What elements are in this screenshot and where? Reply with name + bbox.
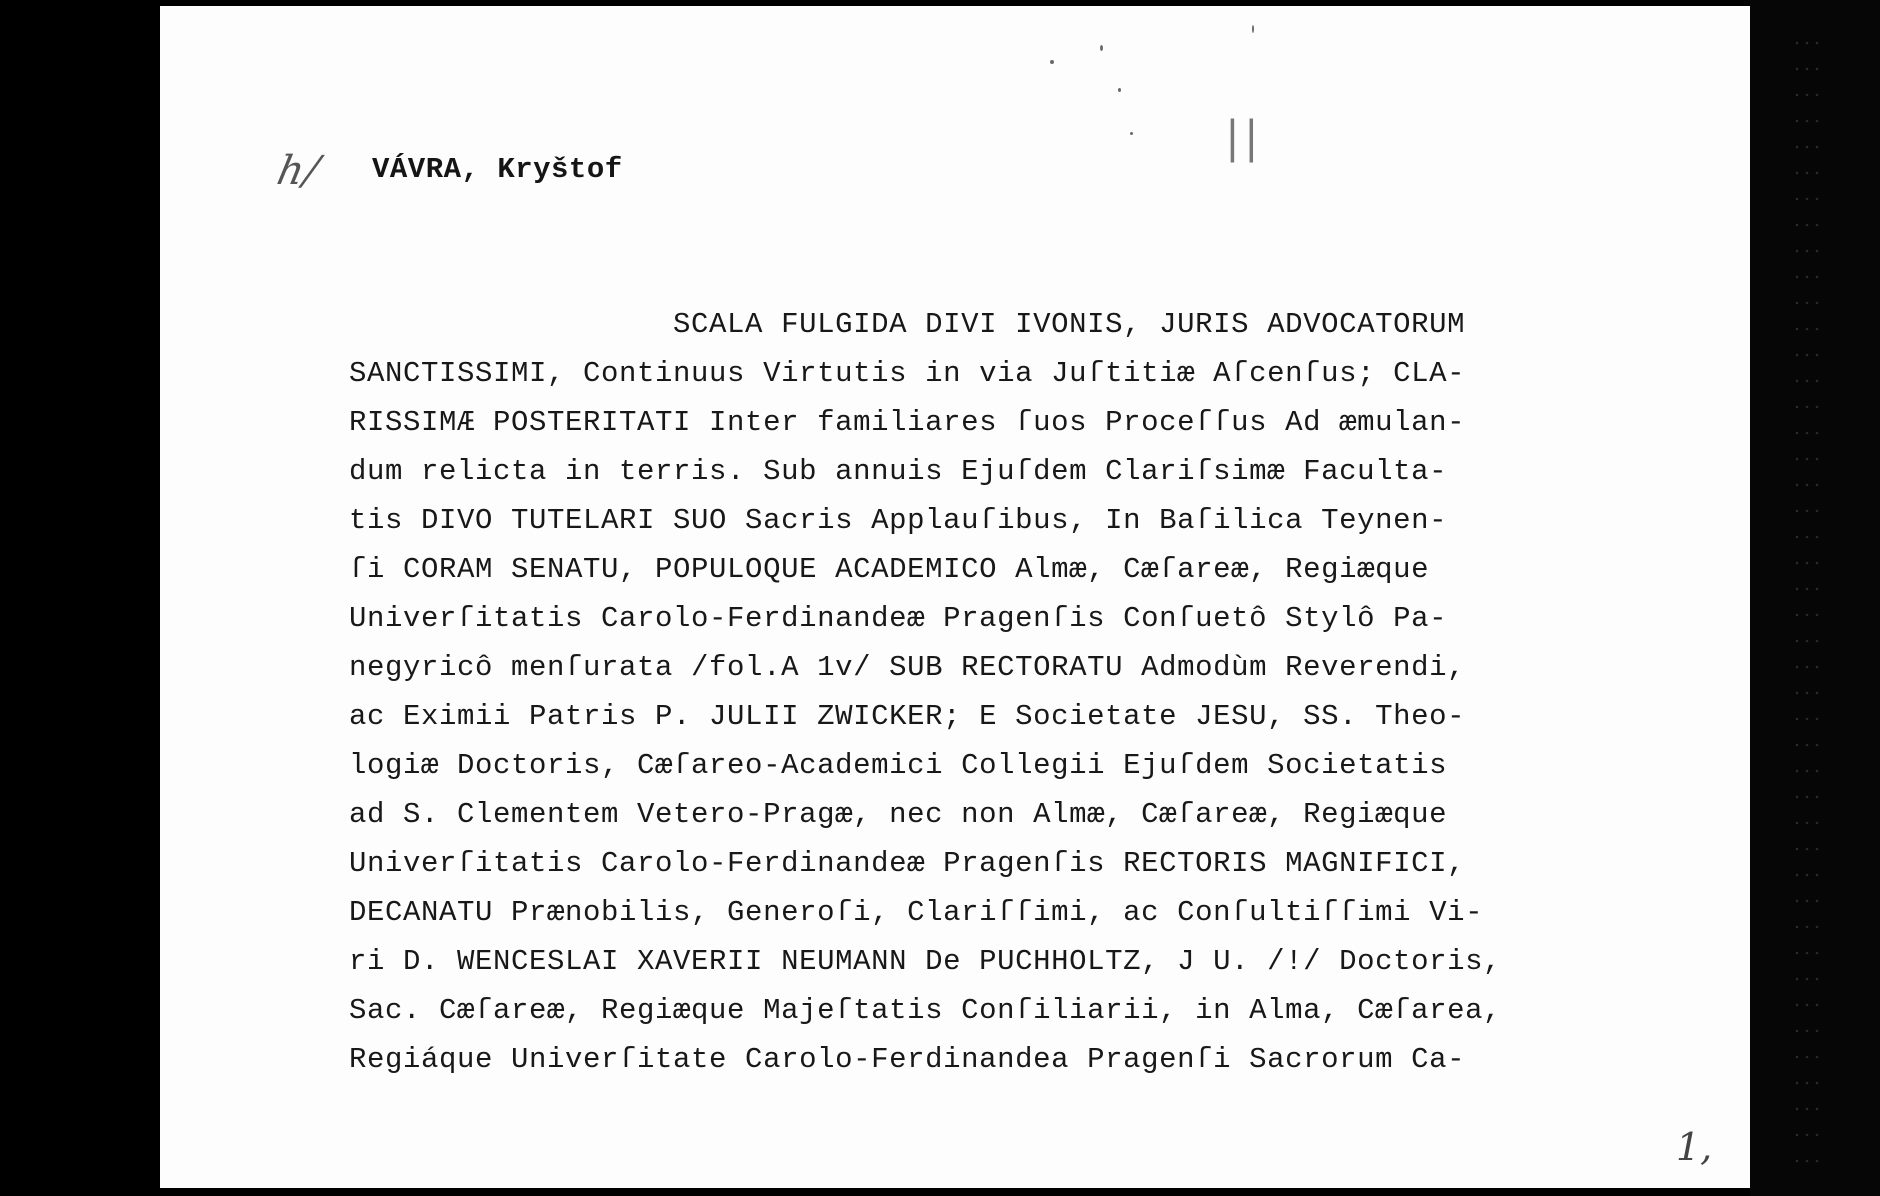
scan-speck: [1118, 88, 1121, 92]
text-line: ſi CORAM SENATU, POPULOQUE ACADEMICO Almæ, Cæſareæ, Regiæque: [349, 553, 1430, 586]
text-line: SCALA FULGIDA DIVI IVONIS, JURIS ADVOCATORUM: [349, 308, 1466, 341]
page-number: 1,: [1676, 1125, 1713, 1169]
film-perforation: [1792, 30, 1822, 1180]
scan-speck: [1050, 60, 1054, 64]
scan-speck: [1100, 45, 1103, 51]
text-line: Sac. Cæſareæ, Regiæque Majeſtatis Conſiliarii, in Alma, Cæſarea,: [349, 994, 1502, 1027]
text-line: negyricô menſurata /fol.A 1v/ SUB RECTORATU Admodùm Reverendi,: [349, 651, 1466, 684]
text-line: ad S. Clementem Vetero-Pragæ, nec non Almæ, Cæſareæ, Regiæque: [349, 798, 1448, 831]
text-line: RISSIMÆ POSTERITATI Inter familiares ſuos Proceſſus Ad æmulan-: [349, 406, 1466, 439]
text-line: DECANATU Prænobilis, Generoſi, Clariſſimi, ac Conſultiſſimi Vi-: [349, 896, 1484, 929]
text-line: ac Eximii Patris P. JULII ZWICKER; E Societate JESU, SS. Theo-: [349, 700, 1466, 733]
text-line: Univerſitatis Carolo-Ferdinandeæ Pragenſis RECTORIS MAGNIFICI,: [349, 847, 1466, 880]
scan-speck: [1252, 25, 1254, 33]
pencil-mark: ||: [1225, 112, 1263, 163]
scan-speck: [1130, 132, 1133, 135]
text-line: logiæ Doctoris, Cæſareo-Academici Collegii Ejuſdem Societatis: [349, 749, 1448, 782]
text-line: SANCTISSIMI, Continuus Virtutis in via Juſtitiæ Aſcenſus; CLA-: [349, 357, 1466, 390]
margin-annotation: h/: [273, 148, 325, 194]
text-line: dum relicta in terris. Sub annuis Ejuſdem Clariſsimæ Faculta-: [349, 455, 1448, 488]
text-line: tis DIVO TUTELARI SUO Sacris Applauſibus, In Baſilica Teynen-: [349, 504, 1448, 537]
text-line: Regiáque Univerſitate Carolo-Ferdinandea Pragenſi Sacrorum Ca-: [349, 1043, 1466, 1076]
bibliographic-text: [349, 300, 1709, 1084]
text-line: Univerſitatis Carolo-Ferdinandeæ Pragenſis Conſuetô Stylô Pa-: [349, 602, 1448, 635]
author-heading: VÁVRA, Kryštof: [372, 153, 623, 186]
text-line: ri D. WENCESLAI XAVERII NEUMANN De PUCHHOLTZ, J U. /!/ Doctoris,: [349, 945, 1502, 978]
